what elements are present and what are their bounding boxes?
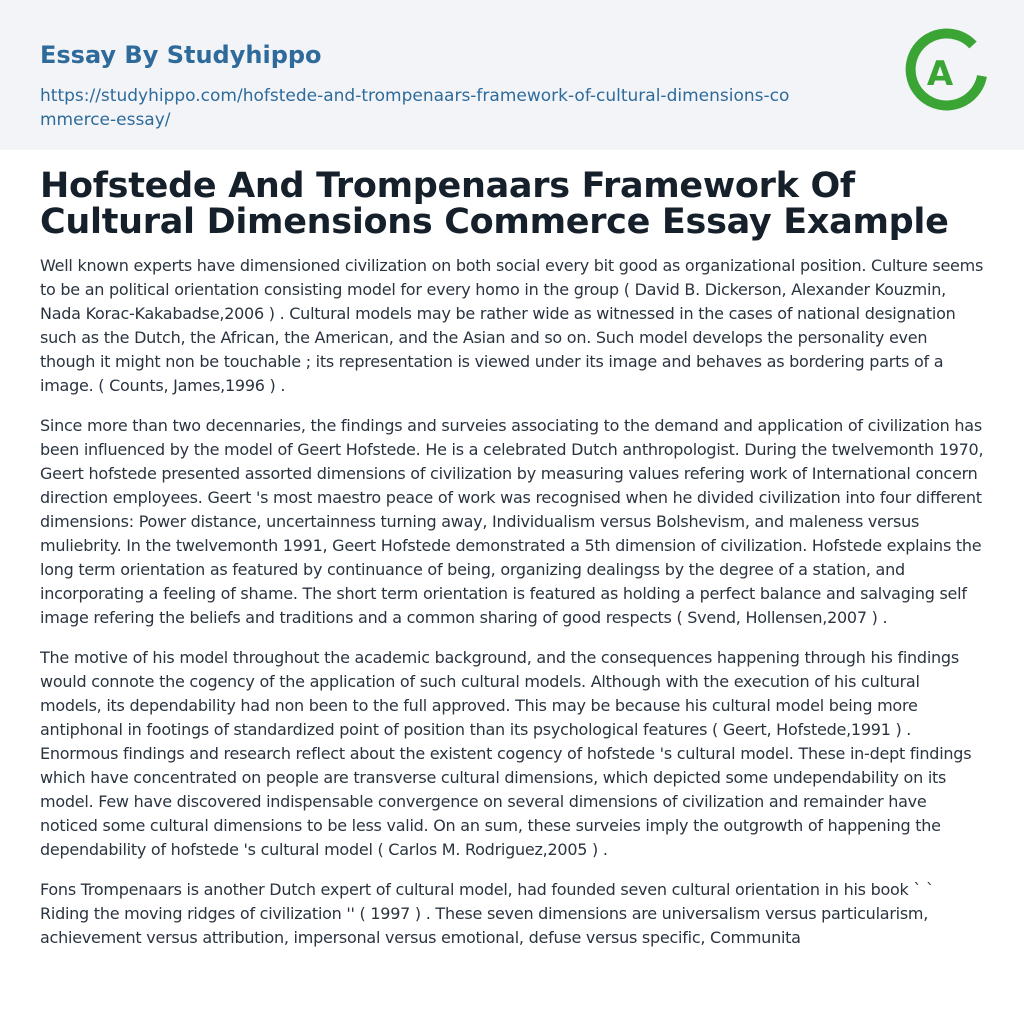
essay-paragraph-2: Since more than two decennaries, the findings and surveies associating to the demand and application of civilization has been influenced by the model of Geert Hofstede. He is a celebrated Dutch anthropologist. During the twelvemonth 1970, Geert hofstede presented assorted dimensions of civilization by measuring values refering work of International concern direction employees. Geert 's most maestro peace of work was recognised when he divided civilization into four different dimensions: Power distance, uncertainness turning away, Individualism versus Bolshevism, and maleness versus muliebrity. In the twelvemonth 1991, Geert Hofstede demonstrated a 5th dimension of civilization. Hofstede explains the long term orientation as featured by continuance of being, organizing dealingss by the degree of a station, and incorporating a feeling of shame. The short term orientation is featured as holding a perfect balance and salvaging self image refering the beliefs and traditions and a common sharing of good respects ( Svend, Hollensen,2007 ) . (40, 416, 984, 627)
essay-paragraph-1: Well known experts have dimensioned civilization on both social every bit good as organizational position. Culture seems to be an political orientation consisting model for every homo in the group ( David B. Dickerson, Alexander Kouzmin, Nada Korac-Kakabadse,2006 ) . Cultural models may be rather wide as witnessed in the cases of national designation such as the Dutch, the African, the American, and the Asian and so on. Such model develops the personality even though it might non be touchable ; its representation is viewed under its image and behaves as bordering parts of a image. ( Counts, James,1996 ) . (40, 256, 984, 395)
logo-letter: A (926, 54, 954, 94)
essay-url-link[interactable]: https://studyhippo.com/hofstede-and-trompenaars-framework-of-cultural-dimensions-commerce-essay/ (40, 86, 790, 130)
brand-title[interactable]: Essay By Studyhippo (40, 41, 322, 69)
essay-paragraph-4: Fons Trompenaars is another Dutch expert of cultural model, had founded seven cultural orientation in his book ` ` Riding the moving ridges of civilization '' ( 1997 ) . These seven dimensions are universalism versus particularism, achievement versus attribution, impersonal versus emotional, defuse versus specific, Communita (40, 880, 934, 947)
studyhippo-logo-icon[interactable] (902, 28, 990, 116)
page-title: Hofstede And Trompenaars Framework Of Cultural Dimensions Commerce Essay Example (40, 166, 949, 242)
essay-content (0, 150, 1024, 950)
site-header (0, 0, 1024, 150)
essay-paragraph-3: The motive of his model throughout the academic background, and the consequences happening through his findings would connote the cogency of the application of such cultural models. Although with the execution of his cultural models, its dependability had non been to the full approved. This may be because his cultural model being more antiphonal in footings of standardized point of position than its psychological features ( Geert, Hofstede,1991 ) . Enormous findings and research reflect about the existent cogency of hofstede 's cultural model. These in-dept findings which have concentrated on people are transverse cultural dimensions, which depicted some undependability on its model. Few have discovered indispensable convergence on several dimensions of civilization and remainder have noticed some cultural dimensions to be less valid. On an sum, these surveies imply the outgrowth of happening the dependability of hofstede 's cultural model ( Carlos M. Rodriguez,2005 ) . (40, 648, 972, 859)
